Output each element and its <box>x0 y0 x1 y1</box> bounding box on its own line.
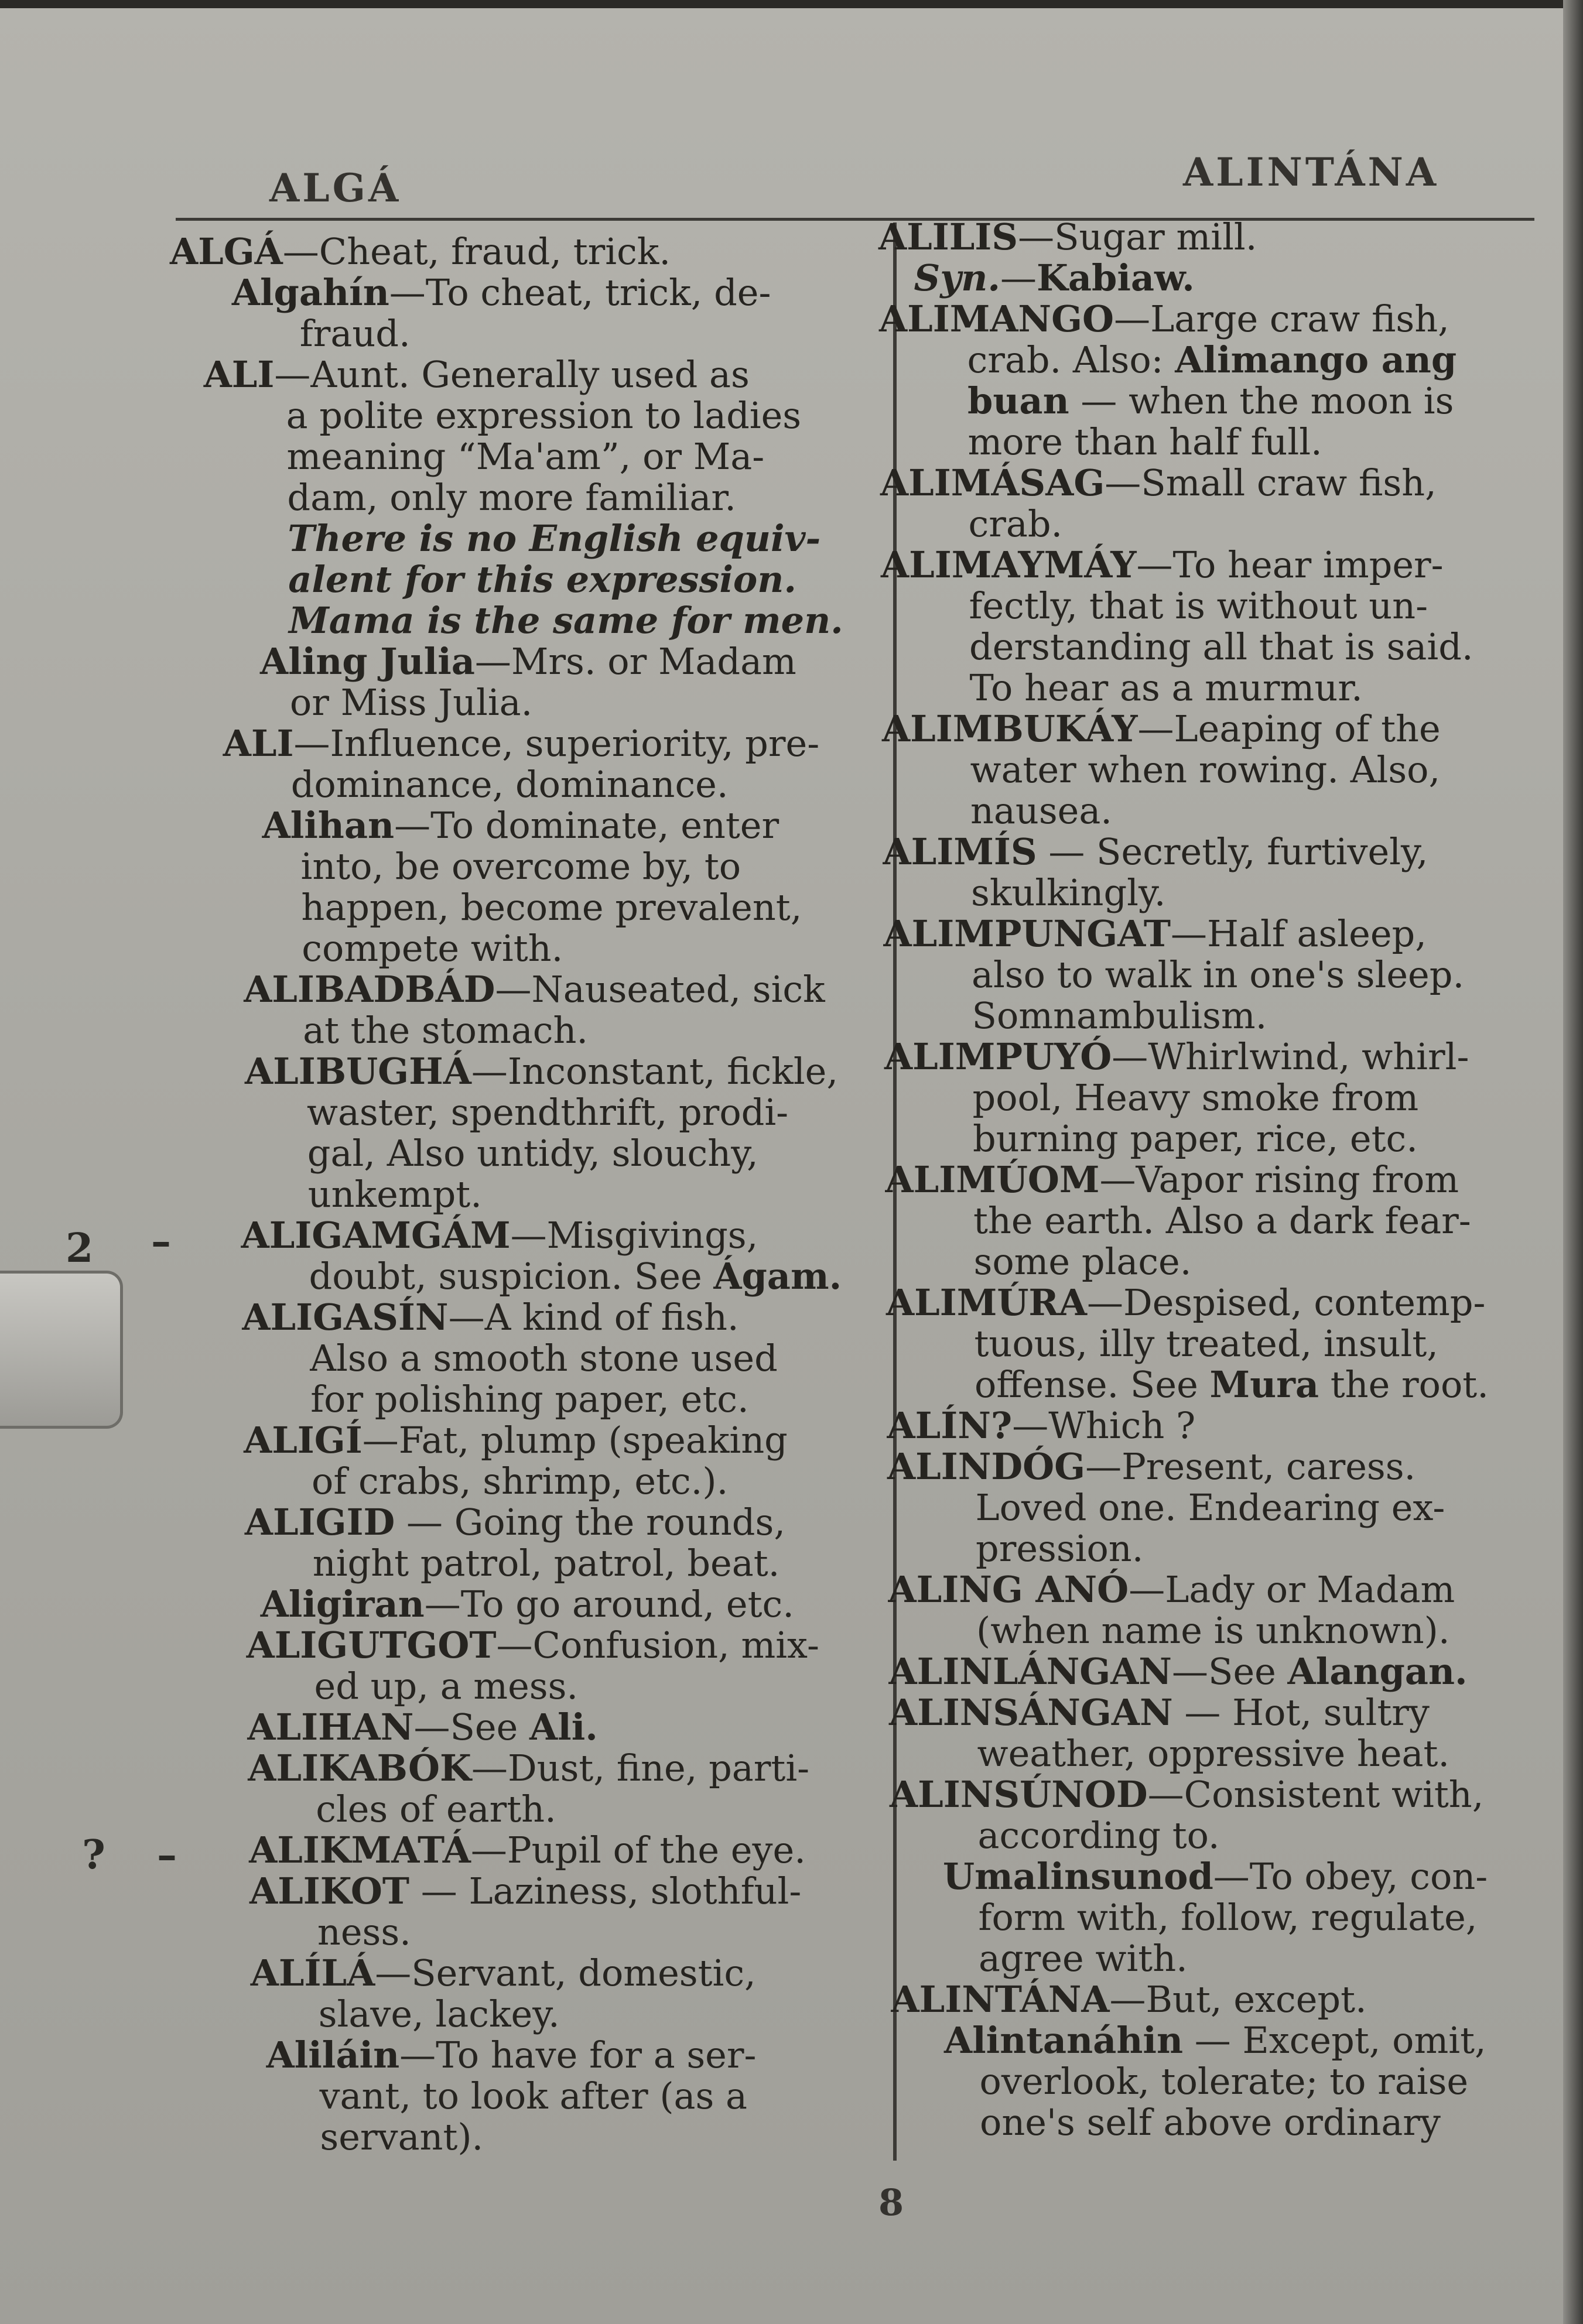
definition-text: — when the moon is <box>1069 379 1454 422</box>
definition-text: —Which ? <box>1012 1404 1196 1447</box>
definition-text: —Confusion, mix- <box>496 1624 819 1666</box>
entry-line <box>969 627 1473 668</box>
headword: ALIGUTGOT <box>246 1624 497 1666</box>
entry-line <box>249 1871 801 1912</box>
entry-line <box>884 913 1427 954</box>
definition-text: water when rowing. Also, <box>970 748 1441 791</box>
entry-line <box>287 477 736 518</box>
entry-line <box>314 1666 579 1707</box>
definition-text: according to. <box>977 1814 1220 1857</box>
definition-text: —Servant, domestic, <box>375 1952 756 1994</box>
entry-line <box>317 1912 411 1953</box>
entry-line <box>320 2117 483 2158</box>
entry-line <box>288 559 796 600</box>
entry-line <box>976 1528 1143 1569</box>
definition-text: — Going the rounds, <box>395 1501 786 1543</box>
entry-line <box>980 2102 1441 2143</box>
entry-line <box>880 463 1437 504</box>
entry-line <box>290 682 532 723</box>
definition-text: crab. Also: <box>967 338 1175 381</box>
headword: ALIBADBÁD <box>244 968 495 1011</box>
entry-line <box>879 299 1449 340</box>
definition-text: (when name is unknown). <box>976 1609 1450 1652</box>
headword: Aling Julia <box>260 640 475 683</box>
entry-line <box>914 258 1195 299</box>
entry-line <box>307 1133 758 1174</box>
definition-text: at the stomach. <box>303 1009 589 1052</box>
entry-line <box>975 1364 1489 1405</box>
definition-text: —Vapor rising from <box>1099 1158 1459 1201</box>
headword: Alihan <box>262 804 395 847</box>
headword: ALIMÁSAG <box>880 461 1105 504</box>
definition-text: compete with. <box>302 927 563 970</box>
entry-line <box>248 1748 809 1789</box>
headword: ALIKMATÁ <box>249 1829 471 1871</box>
definition-text: —See <box>413 1706 530 1748</box>
definition-text: —Influence, superiority, pre- <box>293 722 820 765</box>
definition-text: — Secretly, furtively, <box>1037 830 1428 873</box>
entry-line <box>307 1092 788 1133</box>
headword: Syn. <box>914 256 1000 299</box>
entry-line <box>247 1707 597 1748</box>
definition-text: dam, only more familiar. <box>287 476 736 519</box>
definition-text: into, be overcome by, to <box>300 845 741 888</box>
definition-text: — Laziness, slothful- <box>409 1870 802 1912</box>
headword: Alintanáhin <box>944 2019 1184 2062</box>
definition-text: for polishing paper, etc. <box>310 1378 749 1421</box>
definition-text: —Despised, contemp- <box>1087 1281 1486 1324</box>
entry-line <box>223 723 819 764</box>
margin-dash: – <box>151 1218 171 1265</box>
entry-line <box>882 709 1441 749</box>
headword: ALIMPUNGAT <box>883 912 1171 955</box>
entry-line <box>970 749 1441 790</box>
entry-line <box>312 1461 728 1502</box>
entry-line <box>247 1625 819 1666</box>
headword: Alimango ang <box>1175 338 1457 381</box>
headword: Alangan. <box>1287 1650 1468 1693</box>
page-number: 8 <box>878 2181 904 2224</box>
entry-line <box>888 1569 1455 1610</box>
headword: ALING ANÓ <box>888 1568 1129 1611</box>
running-head-right: ALINTÁNA <box>1183 149 1440 195</box>
headword: ALIKABÓK <box>248 1747 471 1789</box>
entry-line <box>976 1610 1450 1651</box>
entry-line <box>241 1215 758 1256</box>
page-right-edge <box>1563 0 1583 2324</box>
entry-line <box>972 995 1267 1036</box>
definition-text: a polite expression to ladies <box>286 394 802 437</box>
headword: Ali. <box>529 1706 598 1748</box>
entry-line <box>890 1774 1483 1815</box>
entry-line <box>979 1897 1478 1938</box>
entry-line <box>242 1297 738 1338</box>
headword: Ágam. <box>713 1255 842 1298</box>
definition-text: some place. <box>973 1240 1192 1283</box>
entry-line <box>980 2061 1469 2102</box>
headword: ALIGÍ <box>244 1419 363 1462</box>
definition-text: meaning “Ma'am”, or Ma- <box>286 435 765 478</box>
entry-line <box>249 1830 806 1871</box>
entry-line <box>232 272 771 313</box>
headword: ALINLÁNGAN <box>888 1650 1172 1693</box>
entry-line <box>979 1938 1188 1979</box>
entry-line <box>310 1338 777 1379</box>
definition-text: of crabs, shrimp, etc.). <box>312 1460 729 1502</box>
definition-text: —To obey, con- <box>1213 1855 1488 1898</box>
headword: ALIMANGO <box>879 297 1114 340</box>
entry-line <box>302 928 563 969</box>
entry-line <box>309 1256 842 1297</box>
entry-line <box>884 1036 1469 1077</box>
definition-text: Also a smooth stone used <box>310 1337 778 1380</box>
definition-text: —Cheat, fraud, trick. <box>282 230 671 273</box>
entry-line <box>968 422 1322 463</box>
entry-line <box>170 231 671 272</box>
definition-text: vant, to look after (as a <box>319 2075 747 2117</box>
definition-text: servant). <box>320 2116 484 2158</box>
headword: ALINDÓG <box>887 1445 1086 1488</box>
entry-line <box>973 1200 1471 1241</box>
entry-line <box>320 2076 747 2117</box>
definition-text: —Whirlwind, whirl- <box>1112 1035 1469 1078</box>
entry-line <box>308 1174 482 1215</box>
entry-line <box>301 846 741 887</box>
definition-text: agree with. <box>979 1937 1188 1980</box>
definition-text: ed up, a mess. <box>314 1665 579 1707</box>
entry-line <box>244 1420 788 1461</box>
headword: ALÍN? <box>887 1404 1013 1447</box>
entry-line <box>260 641 796 682</box>
definition-text: slave, lackey. <box>318 1993 560 2035</box>
definition-text: also to walk in one's sleep. <box>972 953 1465 996</box>
entry-line <box>969 504 1063 545</box>
entry-line <box>319 1994 560 2035</box>
headword: ALI <box>223 722 294 765</box>
definition-text: —Small craw fish, <box>1105 461 1437 504</box>
entry-line <box>881 545 1444 586</box>
entry-line <box>889 1651 1468 1692</box>
definition-text: —Half asleep, <box>1171 912 1427 955</box>
definition-text: pression. <box>976 1527 1144 1570</box>
definition-text: ness. <box>317 1911 411 1953</box>
entry-line <box>245 1502 785 1543</box>
definition-text: the earth. Also a dark fear- <box>973 1199 1471 1242</box>
headword: Aliláin <box>266 2034 400 2076</box>
margin-mark-question: ? <box>82 1832 105 1878</box>
entry-line <box>887 1446 1416 1487</box>
entry-line <box>978 1815 1220 1856</box>
entry-line <box>973 1118 1418 1159</box>
definition-text: one's self above ordinary <box>980 2101 1441 2144</box>
header-rule <box>176 218 1534 221</box>
entry-line <box>300 313 411 354</box>
definition-text: To hear as a murmur. <box>969 666 1363 709</box>
entry-line <box>977 1733 1450 1774</box>
definition-text: —To hear imper- <box>1136 543 1444 586</box>
headword: ALIMÚOM <box>885 1158 1100 1201</box>
definition-text: unkempt. <box>307 1173 482 1216</box>
headword: ALGÁ <box>170 230 283 273</box>
entry-line <box>972 954 1464 995</box>
definition-text: offense. See <box>975 1363 1210 1406</box>
entry-line <box>975 1323 1438 1364</box>
definition-text: skulkingly. <box>971 871 1166 914</box>
entry-line <box>310 1379 749 1420</box>
headword: Umalinsunod <box>943 1855 1213 1898</box>
definition-text: —Mrs. or Madam <box>474 640 796 683</box>
entry-line <box>245 1051 838 1092</box>
headword: ALIHAN <box>247 1706 414 1748</box>
definition-text: —Inconstant, fickle, <box>471 1050 839 1093</box>
entry-line <box>886 1282 1485 1323</box>
entry-line <box>944 2020 1486 2061</box>
definition-text: —Aunt. Generally used as <box>274 353 750 396</box>
entry-line <box>976 1487 1445 1528</box>
headword: ALILIS <box>878 215 1018 258</box>
definition-text: weather, oppressive heat. <box>977 1732 1450 1775</box>
definition-text: —See <box>1171 1650 1288 1693</box>
entry-line <box>301 887 802 928</box>
definition-text: —Sugar mill. <box>1018 215 1257 258</box>
definition-text: —Large craw fish, <box>1114 297 1449 340</box>
definition-text: cles of earth. <box>316 1788 556 1830</box>
running-head-left: ALGÁ <box>269 165 402 211</box>
definition-text: the root. <box>1319 1363 1489 1406</box>
entry-line <box>291 764 729 805</box>
headword: buan <box>967 379 1069 422</box>
definition-text: —Leaping of the <box>1137 707 1441 750</box>
entry-line <box>967 340 1457 381</box>
entry-line <box>303 1010 588 1051</box>
headword: ALIMBUKÁY <box>882 707 1138 750</box>
definition-text: — Except, omit, <box>1183 2019 1486 2062</box>
definition-text: nausea. <box>970 789 1113 832</box>
definition-text: Loved one. Endearing ex- <box>975 1486 1445 1529</box>
entry-line <box>889 1692 1430 1733</box>
headword: Mama is the same for men. <box>289 599 843 642</box>
headword: Mura <box>1209 1363 1319 1406</box>
entry-line <box>973 1077 1419 1118</box>
entry-line <box>251 1953 756 1994</box>
entry-line <box>261 1584 794 1625</box>
headword: ALIMÍS <box>883 830 1037 873</box>
entry-line <box>244 969 825 1010</box>
definition-text: happen, become prevalent, <box>301 886 802 929</box>
entry-line <box>974 1241 1192 1282</box>
definition-text: —Nauseated, sick <box>495 968 825 1011</box>
definition-text: fectly, that is without un- <box>969 584 1428 627</box>
headword: Algahín <box>231 271 389 314</box>
definition-text: —Pupil of the eye. <box>470 1829 806 1871</box>
definition-text: —Misgivings, <box>510 1214 758 1257</box>
entry-line <box>289 600 843 641</box>
headword: ALÍLÁ <box>250 1952 375 1994</box>
definition-text: fraud. <box>299 312 411 355</box>
definition-text: gal, Also untidy, slouchy, <box>307 1132 758 1175</box>
definition-text: pool, Heavy smoke from <box>972 1076 1419 1119</box>
page-top-edge <box>0 0 1583 8</box>
entry-line <box>887 1405 1196 1446</box>
definition-text: Somnambulism. <box>972 994 1267 1037</box>
headword: ALI <box>203 353 275 396</box>
definition-text: derstanding all that is said. <box>969 625 1473 668</box>
headword: ALIMAYMÁY <box>881 543 1137 586</box>
entry-line <box>970 668 1363 709</box>
definition-text: —To dominate, enter <box>394 804 779 847</box>
entry-line <box>204 354 750 395</box>
entry-line <box>970 790 1112 831</box>
headword: ALIMÚRA <box>886 1281 1088 1324</box>
entry-line <box>969 586 1428 627</box>
headword: ALINSÁNGAN <box>889 1691 1173 1734</box>
definition-text: burning paper, rice, etc. <box>973 1117 1418 1160</box>
entry-line <box>943 1856 1488 1897</box>
headword: There is no English equiv- <box>288 517 821 560</box>
definition-text: —To have for a ser- <box>399 2034 757 2076</box>
entry-line <box>967 381 1454 422</box>
definition-text: — <box>1000 256 1037 299</box>
bookmark-tab <box>0 1271 123 1429</box>
definition-text: more than half full. <box>967 420 1322 463</box>
entry-line <box>885 1159 1459 1200</box>
entry-line <box>288 518 820 559</box>
definition-text: — Hot, sultry <box>1172 1691 1430 1734</box>
margin-dash: – <box>157 1832 177 1878</box>
entry-line <box>286 395 802 436</box>
definition-text: —Dust, fine, parti- <box>471 1747 810 1789</box>
margin-mark-2: 2 <box>66 1225 94 1272</box>
headword: ALIGID <box>244 1501 395 1543</box>
definition-text: tuous, illy treated, insult, <box>974 1322 1438 1365</box>
definition-text: —A kind of fish. <box>448 1296 739 1339</box>
definition-text: or Miss Julia. <box>289 681 533 724</box>
headword: ALIGASÍN <box>242 1296 449 1339</box>
headword: ALINTÁNA <box>891 1978 1110 2021</box>
definition-text: waster, spendthrift, prodi- <box>306 1091 789 1134</box>
definition-text: doubt, suspicion. See <box>309 1255 714 1298</box>
entry-line <box>891 1979 1367 2020</box>
headword: Aligiran <box>260 1583 425 1625</box>
entry-line <box>883 831 1428 872</box>
definition-text: —But, except. <box>1109 1978 1367 2021</box>
headword: Kabiaw. <box>1036 256 1195 299</box>
definition-text: dominance, dominance. <box>290 763 729 806</box>
headword: ALIMPUYÓ <box>884 1035 1112 1078</box>
definition-text: form with, follow, regulate, <box>978 1896 1478 1939</box>
entry-line <box>262 805 779 846</box>
entry-line <box>971 872 1166 913</box>
headword: ALIKOT <box>249 1870 410 1912</box>
definition-text: —Present, caress. <box>1085 1445 1416 1488</box>
entry-line <box>266 2035 757 2076</box>
headword: ALINSÚNOD <box>890 1773 1148 1816</box>
entry-line <box>878 217 1257 258</box>
entry-line <box>287 436 765 477</box>
entry-line <box>316 1789 556 1830</box>
headword: alent for this expression. <box>288 558 796 601</box>
definition-text: —To cheat, trick, de- <box>389 271 771 314</box>
headword: ALIGAMGÁM <box>241 1214 511 1257</box>
definition-text: —Consistent with, <box>1147 1773 1484 1816</box>
definition-text: night patrol, patrol, beat. <box>312 1542 780 1584</box>
headword: ALIBUGHÁ <box>245 1050 471 1093</box>
definition-text: —Fat, plump (speaking <box>362 1419 788 1462</box>
definition-text: —To go around, etc. <box>424 1583 794 1625</box>
definition-text: crab. <box>968 502 1063 545</box>
definition-text: —Lady or Madam <box>1129 1568 1455 1611</box>
entry-line <box>313 1543 780 1584</box>
definition-text: overlook, tolerate; to raise <box>979 2060 1469 2103</box>
